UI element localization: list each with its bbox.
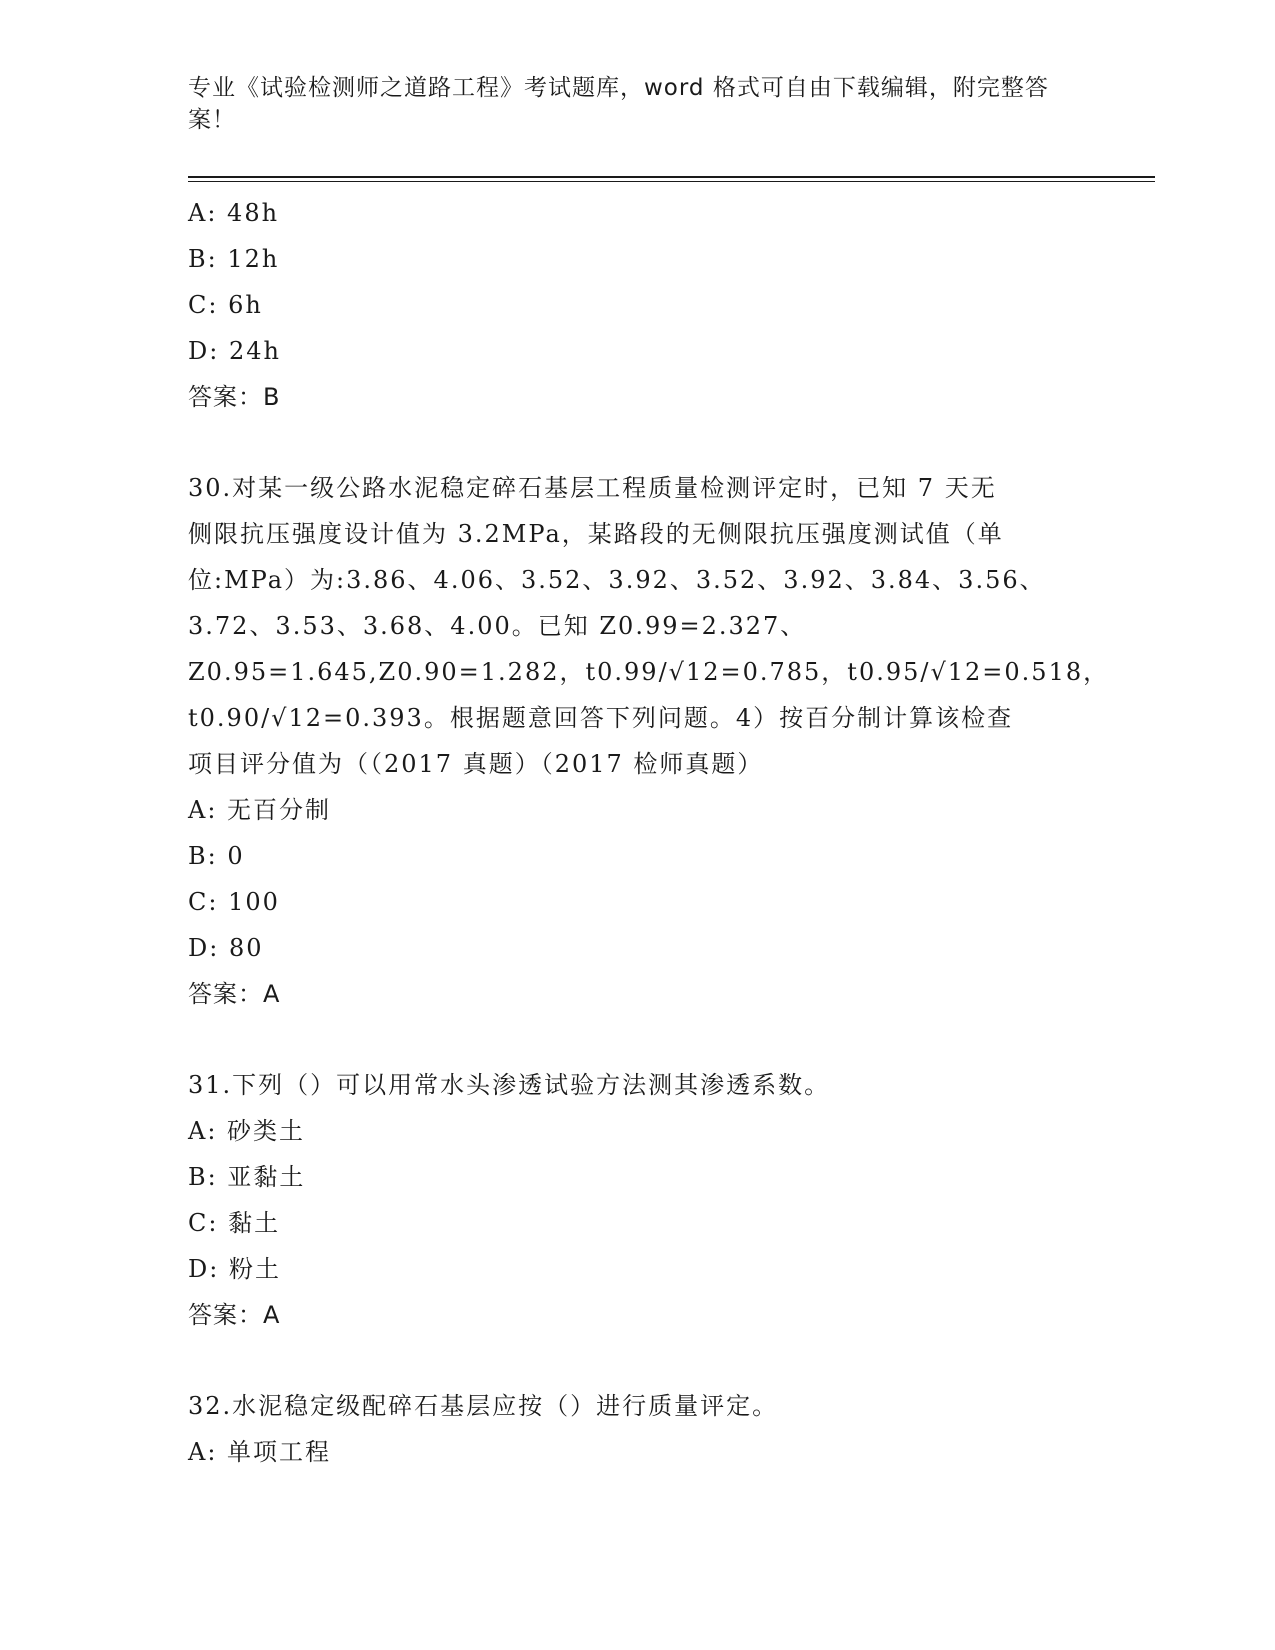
question-content bbox=[188, 190, 1110, 1475]
question-gap bbox=[188, 420, 1078, 465]
question-32 bbox=[188, 1383, 1078, 1475]
question-text-line: 31.下列（）可以用常水头渗透试验方法测其渗透系数。 bbox=[188, 1071, 831, 1099]
question-text-line: 位:MPa）为:3.86、4.06、3.52、3.92、3.52、3.92、3.84、3.56、 bbox=[188, 566, 1046, 594]
question-text-line: 侧限抗压强度设计值为 3.2MPa，某路段的无侧限抗压强度测试值（单 bbox=[188, 520, 1004, 548]
question-text-line: 30.对某一级公路水泥稳定碎石基层工程质量检测评定时，已知 7 天无 bbox=[188, 474, 997, 502]
option-b: B: 0 bbox=[188, 842, 245, 870]
header-divider-thick bbox=[188, 176, 1155, 178]
option-b: B: 12h bbox=[188, 245, 280, 273]
question-text-line: 项目评分值为（（2017 真题）（2017 检师真题） bbox=[188, 750, 764, 778]
option-c: C: 6h bbox=[188, 291, 263, 319]
question-text-line: 32.水泥稳定级配碎石基层应按（）进行质量评定。 bbox=[188, 1392, 779, 1420]
option-a: A: 48h bbox=[188, 199, 280, 227]
header-line-2: 案！ bbox=[188, 107, 236, 133]
option-d: D: 24h bbox=[188, 337, 281, 365]
option-d: D: 80 bbox=[188, 934, 264, 962]
option-b: B: 亚黏土 bbox=[188, 1163, 306, 1191]
option-c: C: 黏土 bbox=[188, 1209, 281, 1237]
question-text-line: 3.72、3.53、3.68、4.00。已知 Z0.99=2.327、 bbox=[188, 612, 807, 640]
question-31 bbox=[188, 1062, 1078, 1338]
option-a: A: 无百分制 bbox=[188, 796, 332, 824]
question-gap bbox=[188, 1017, 1078, 1062]
answer-label: 答案：B bbox=[188, 383, 281, 411]
question-30 bbox=[188, 465, 1110, 1017]
question-gap bbox=[188, 1338, 1078, 1383]
question-29 bbox=[188, 190, 1078, 420]
option-c: C: 100 bbox=[188, 888, 280, 916]
answer-label: 答案：A bbox=[188, 1301, 281, 1329]
page-header bbox=[188, 72, 1068, 136]
header-line-1: 专业《试验检测师之道路工程》考试题库，word 格式可自由下载编辑，附完整答 bbox=[188, 75, 1049, 101]
answer-label: 答案：A bbox=[188, 980, 281, 1008]
option-a: A: 单项工程 bbox=[188, 1438, 332, 1466]
question-text-line: Z0.95=1.645,Z0.90=1.282，t0.99/√12=0.785，t0.95/√12=0.518， bbox=[188, 658, 1110, 686]
header-divider-thin bbox=[188, 181, 1155, 182]
option-d: D: 粉土 bbox=[188, 1255, 281, 1283]
question-text-line: t0.90/√12=0.393。根据题意回答下列问题。4）按百分制计算该检查 bbox=[188, 704, 1014, 732]
option-a: A: 砂类土 bbox=[188, 1117, 306, 1145]
